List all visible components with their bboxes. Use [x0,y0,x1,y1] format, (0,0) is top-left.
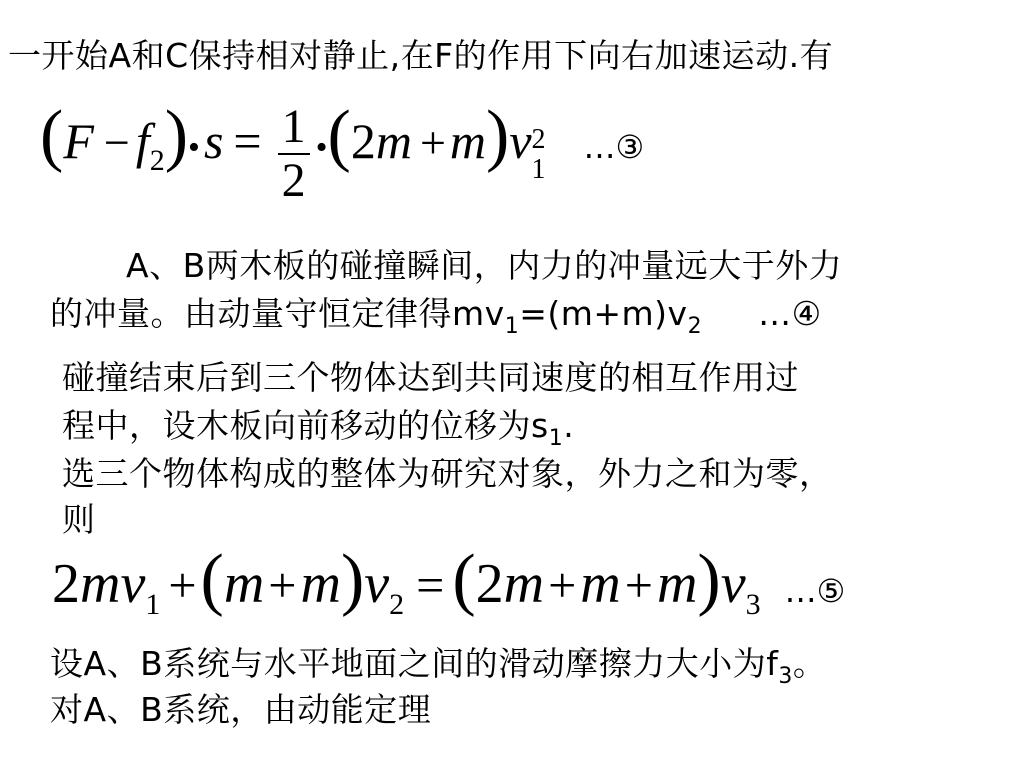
sub-2: 2 [389,588,405,621]
paren-open: ( [40,97,64,174]
var-m: m [375,113,412,169]
var-m-3: m [300,553,341,615]
op-equals: = [416,557,445,613]
sub-s1: 1 [548,426,564,451]
coef-2: 2 [350,113,376,169]
fraction-denominator: 2 [278,153,310,207]
var-m: m [80,553,121,615]
var-v-3: v [720,553,746,615]
intro-text: 一开始A和C保持相对静止,在F的作用下向右加速运动.有 [8,36,834,75]
interaction-text-line1: 碰撞结束后到三个物体达到共同速度的相互作用过 [62,358,799,397]
displacement-text: 程中，设木板向前移动的位移为s [62,406,549,445]
var-v-2: v [364,553,390,615]
var-v: v [509,113,532,169]
fraction-half [278,101,310,207]
var-m-4: m [503,553,545,615]
op-minus: − [103,117,130,168]
op-plus-4: + [624,557,653,613]
sub-2: 2 [149,144,165,177]
paren-open: ( [200,541,224,618]
op-plus: + [419,117,446,168]
equation-marker-4: …④ [758,294,822,333]
paren-close-2: ) [697,541,721,618]
momentum-text: 的冲量。由动量守恒定律得mv [50,294,505,333]
op-plus-3: + [548,557,577,613]
interaction-text-line2 [62,406,574,459]
momentum-mid: =(m+m)v [519,294,688,333]
friction-text: 设A、B系统与水平地面之间的滑动摩擦力大小为f [50,644,779,683]
paren-close: ) [164,97,189,174]
sub-1: 1 [531,154,546,186]
equation-3 [40,96,644,216]
paren-open-2: ( [452,541,476,618]
v-scripts [532,124,554,184]
var-m-2: m [223,553,265,615]
var-m-6: m [656,553,698,615]
op-plus: + [168,557,197,613]
var-f: f [135,113,150,169]
period: . [563,406,575,445]
collision-text-line2 [50,294,822,347]
coef-2: 2 [52,553,80,615]
sup-2: 2 [531,124,546,156]
sub-v1: 1 [504,314,520,339]
var-m-2: m [449,113,486,169]
op-equals: = [233,113,262,169]
sub-3: 3 [745,588,761,621]
op-plus-2: + [268,557,297,613]
coef-2b: 2 [475,553,504,615]
var-F: F [63,113,94,169]
friction-text-line2: 对A、B系统，由动能定理 [50,690,432,729]
paren-close: ) [340,541,365,618]
var-s: s [203,113,224,169]
op-dot-2: • [315,129,328,166]
equation-5 [52,540,845,630]
paren-close-2: ) [486,97,510,174]
system-text-line2: 则 [62,500,96,539]
fraction-numerator: 1 [281,100,306,154]
equation-marker-5: …⑤ [784,572,846,610]
op-dot: • [188,129,200,166]
collision-text-line1: A、B两木板的碰撞瞬间，内力的冲量远大于外力 [126,246,843,285]
sub-v2: 2 [687,314,703,339]
system-text-line1: 选三个物体构成的整体为研究对象，外力之和为零， [62,454,833,493]
sub-f3: 3 [778,664,793,689]
var-v: v [120,553,146,615]
sub-1: 1 [145,588,161,621]
full-stop: 。 [792,644,827,683]
paren-open-2: ( [327,97,351,174]
var-m-5: m [580,553,621,615]
equation-marker-3: …③ [583,128,645,166]
